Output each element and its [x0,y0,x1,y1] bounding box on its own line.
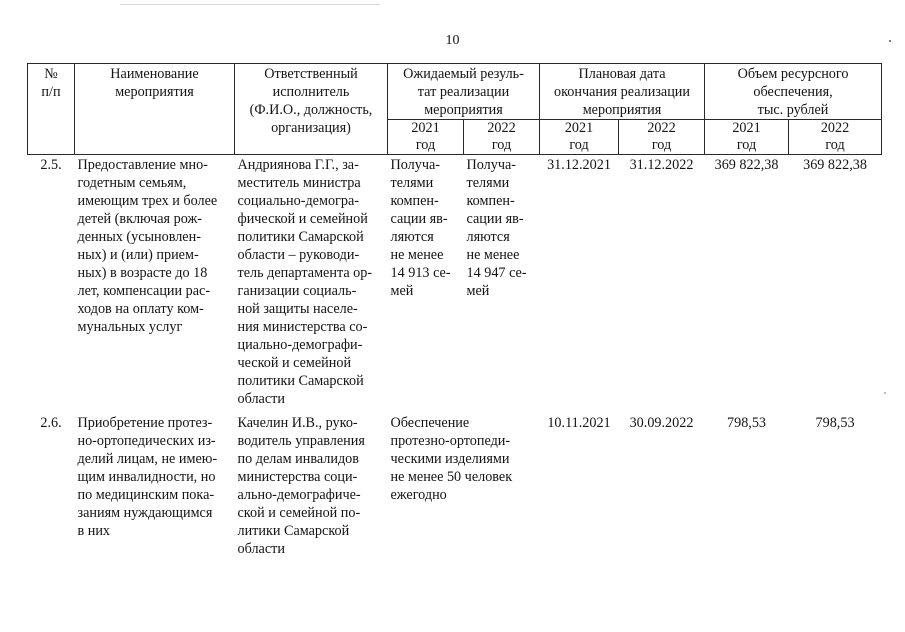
header-result: Ожидаемый резуль- тат реализации мероприятия [388,64,540,120]
measure-executor: Качелин И.В., руко- водитель управления по делам инвалидов министерства соци- ально-демографиче- ской и семейной по- литики Самарской области [237,415,365,557]
header-year: 2022 год [789,120,882,155]
header-year: 2022 год [619,120,705,155]
date-2021: 31.12.2021 [547,157,611,173]
result-2022: Получа- телями компен- сации яв- ляются не менее 14 947 се- мей [466,157,527,299]
date-2021: 10.11.2021 [547,415,611,431]
page-number: 10 [445,33,460,48]
funding-2022: 798,53 [815,415,855,431]
row-number: 2.5. [40,157,62,173]
funding-2021: 798,53 [727,415,767,431]
header-funding: Объем ресурсного обеспечения, тыс. рублей [705,64,882,120]
header-name: Наименование мероприятия [75,64,235,155]
table-row [28,408,882,558]
scan-artifact-line [120,4,380,5]
header-year: 2021 год [388,120,464,155]
header-year: 2022 год [464,120,540,155]
measure-executor: Андриянова Г.Г., за- меститель министра социально-демогра- фической и семейной политики Самарской области – руководи- тель департамента ор- ганизации социаль- ной защиты населе- ния министерства со- циально-демографи- ческой и семейной политики Самарской области [237,157,373,407]
measures-table [27,63,882,558]
scan-artifact-speck [884,392,886,394]
measure-name: Приобретение протез- но-ортопедических из- делий лицам, не имею- щим инвалидности, но по медицинским пока- заниям нуждающимся в них [77,415,218,539]
header-year: 2021 год [540,120,619,155]
result-combined: Обеспечение протезно-ортопеди- ческими изделиями не менее 50 человек ежегодно [390,415,513,503]
result-2021: Получа- телями компен- сации яв- ляются не менее 14 913 се- мей [390,157,451,299]
row-number: 2.6. [40,415,62,431]
header-year: 2021 год [705,120,789,155]
funding-2021: 369 822,38 [714,157,779,173]
measure-name: Предоставление мно- годетным семьям, имеющим трех и более детей (включая рож- денных (усыновлен- ных) и (или) прием- ных) в возрасте до 18 лет, компенсации рас- ходов на оплату ком- мунальных услуг [77,157,218,335]
header-date: Плановая дата окончания реализации мероприятия [540,64,705,120]
date-2022: 30.09.2022 [629,415,694,431]
funding-2022: 369 822,38 [803,157,867,173]
header-executor: Ответственный исполнитель (Ф.И.О., должность, организация) [235,64,388,155]
header-num: № п/п [28,64,75,155]
table-row [28,155,882,409]
date-2022: 31.12.2022 [629,157,694,173]
